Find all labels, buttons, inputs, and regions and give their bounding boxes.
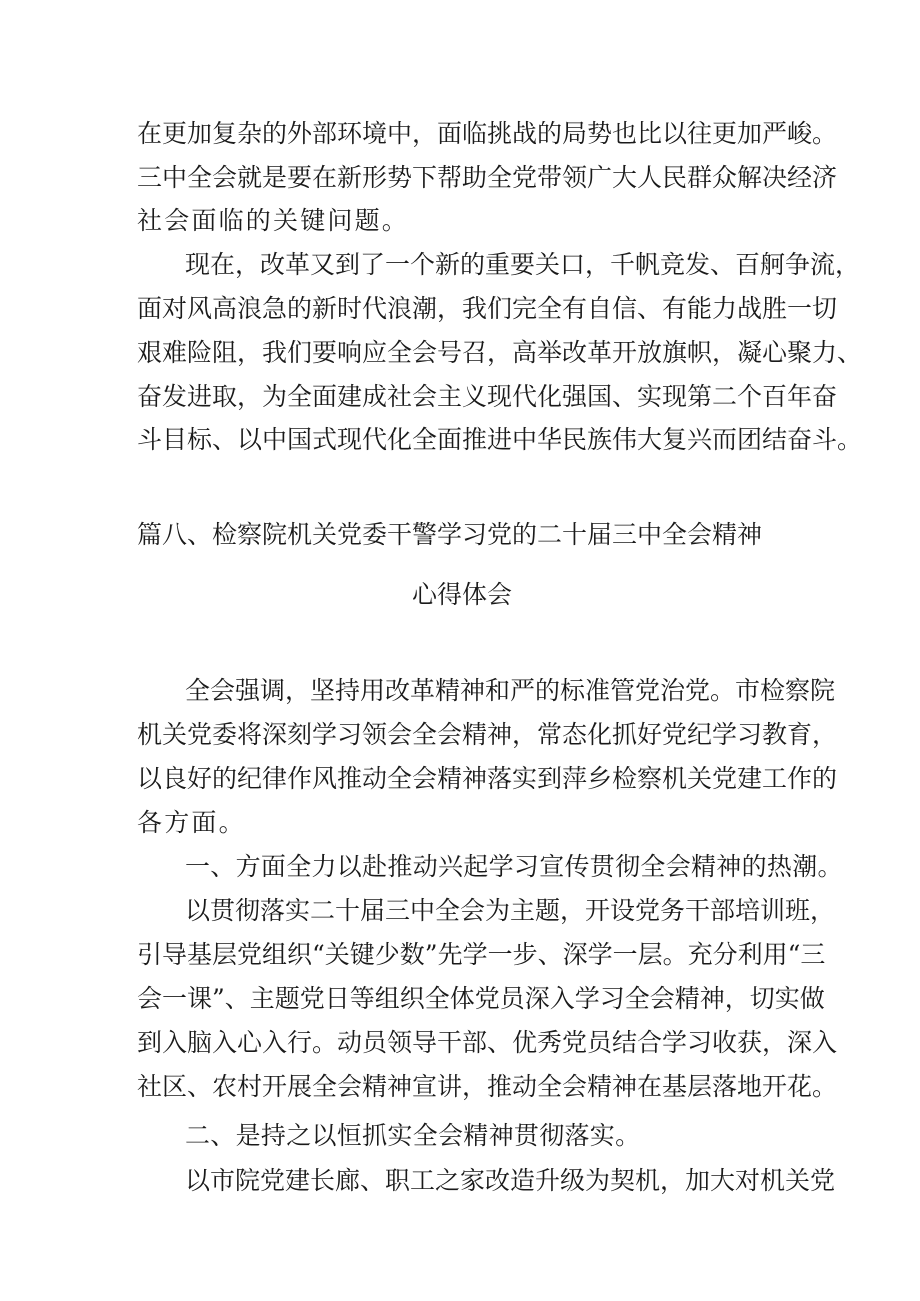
paragraph-line: 以市院党建长廊、职工之家改造升级为契机，加大对机关党 (185, 1166, 836, 1195)
paragraph-line: 全会强调，坚持用改革精神和严的标准管党治党。市检察院 (185, 676, 836, 705)
paragraph-line: 到入脑入心入行。动员领导干部、优秀党员结合学习收获，深入 (137, 1028, 838, 1057)
paragraph-line: 社区、农村开展全会精神宣讲，推动全会精神在基层落地开花。 (137, 1072, 838, 1101)
paragraph-line: 斗目标、以中国式现代化全面推进中华民族伟大复兴而团结奋斗。 (137, 425, 863, 454)
paragraph-line: 三中全会就是要在新形势下帮助全党带领广大人民群众解决经济 (137, 163, 838, 192)
paragraph-line: 社会面临的关键问题。 (137, 206, 410, 235)
paragraph-line: 会一课”、主题党日等组织全体党员深入学习全会精神，切实做 (137, 984, 825, 1013)
subheading-2: 二、是持之以恒抓实全会精神贯彻落实。 (185, 1121, 641, 1150)
section-title-line-1: 篇八、检察院机关党委干警学习党的二十届三中全会精神 (137, 520, 763, 549)
paragraph-line: 以贯彻落实二十届三中全会为主题，开设党务干部培训班， (185, 896, 836, 925)
paragraph-line: 艰难险阻，我们要响应全会号召，高举改革开放旗帜，凝心聚力、 (137, 338, 863, 367)
subheading-1: 一、方面全力以赴推动兴起学习宣传贯彻全会精神的热潮。 (185, 852, 843, 881)
paragraph-line: 引导基层党组织“关键少数”先学一步、深学一层。充分利用“三 (137, 940, 826, 969)
paragraph-line: 奋发进取，为全面建成社会主义现代化强国、实现第二个百年奋 (137, 382, 838, 411)
paragraph-line: 各方面。 (137, 808, 246, 837)
paragraph-line: 现在，改革又到了一个新的重要关口，千帆竞发、百舸争流， (185, 250, 861, 279)
paragraph-line: 机关党委将深刻学习领会全会精神，常态化抓好党纪学习教育， (137, 720, 838, 749)
paragraph-line: 在更加复杂的外部环境中，面临挑战的局势也比以往更加严峻。 (137, 119, 838, 148)
paragraph-line: 面对风高浪急的新时代浪潮，我们完全有自信、有能力战胜一切 (137, 294, 838, 323)
section-title-line-2: 心得体会 (412, 580, 513, 609)
paragraph-line: 以良好的纪律作风推动全会精神落实到萍乡检察机关党建工作的 (137, 764, 838, 793)
